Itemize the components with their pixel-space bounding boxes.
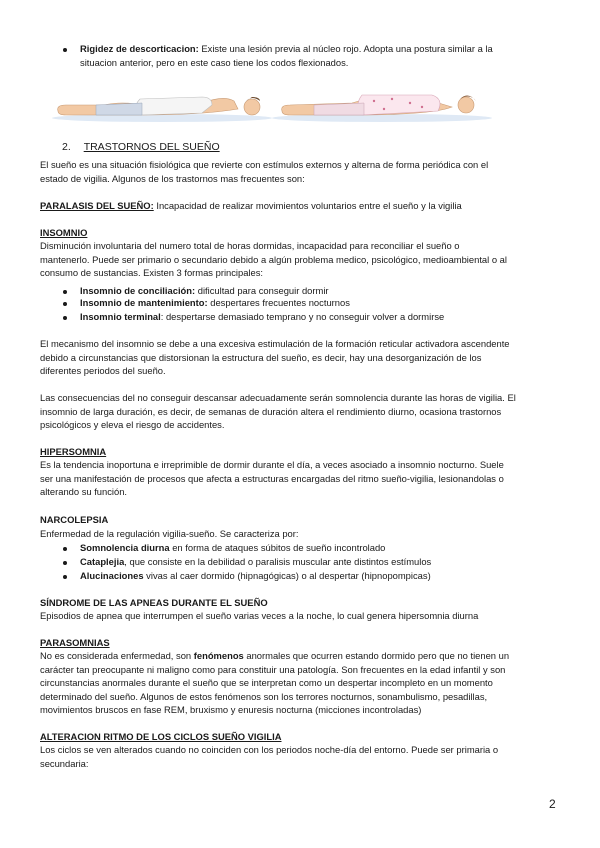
- narcolepsia-item-term: Alucinaciones: [80, 570, 144, 581]
- alteracion-paragraph: [40, 743, 560, 770]
- mechanism-line-1: El mecanismo del insomnio se debe a una excesiva estimulación de la formación reticular activadora ascendente: [40, 338, 510, 349]
- section-heading: [62, 141, 220, 155]
- decorticate-posture-illustration: [52, 85, 492, 127]
- alteracion-line-1: Los ciclos se ven alterados cuando no coinciden con los periodos noche-día del entorno. Puede ser primaria o: [40, 744, 499, 755]
- parasomnias-line-4: determinado del sueño. Algunos de estos fenómenos son los terrores nocturnos, sonambulismo, pesadillas,: [40, 690, 488, 702]
- consequences-line-3: psicológicos y eleva el riesgo de accidentes.: [40, 419, 225, 431]
- consequences-line-1: Las consecuencias del no conseguir descansar adecuadamente serán somnolencia durante las horas de vigilia. El: [40, 392, 516, 403]
- insomnio-item-text: dificultad para conseguir dormir: [195, 285, 329, 296]
- rigidez-text: Existe una lesión previa al núcleo rojo. Adopta una postura similar a la: [198, 43, 493, 54]
- hipersomnia-line-1: Es la tendencia inoportuna e irreprimible de dormir durante el día, a veces asociado a insomnio nocturno. Suele: [40, 459, 504, 470]
- page-number: 2: [549, 797, 556, 811]
- section-number: 2.: [62, 141, 71, 153]
- insomnio-consequences: [40, 391, 560, 432]
- parasomnias-line-5: movimientos bruscos en fase REM, bruxismo y enuresis nocturna (micciones incontroladas): [40, 704, 422, 716]
- parasomnias-heading: [40, 636, 560, 650]
- insomnio-item-term: Insomnio terminal: [80, 311, 161, 322]
- parasomnias-line-3: circunstancias anormales durante el sueño que se interpretan como un despertar incompleto en un momento: [40, 677, 493, 689]
- narcolepsia-item: [80, 569, 540, 583]
- mechanism-line-2: debido a circunstancias que distorsionan la estructura del sueño, es decir, hay una desorganización de los: [40, 351, 482, 363]
- alteracion-heading: [40, 730, 560, 744]
- bullet: [63, 290, 67, 294]
- narcolepsia-heading-text: NARCOLEPSIA: [40, 514, 109, 525]
- insomnio-mechanism: [40, 337, 560, 378]
- paralisis-heading: PARALASIS DEL SUEÑO:: [40, 200, 154, 211]
- insomnio-line-3: consumo de sustancias. Existen 3 formas principales:: [40, 267, 264, 279]
- insomnio-heading: [40, 226, 560, 240]
- narcolepsia-item-term: Somnolencia diurna: [80, 542, 170, 553]
- hipersomnia-heading-text: HIPERSOMNIA: [40, 446, 107, 457]
- bullet: [63, 316, 67, 320]
- parasomnias-paragraph: [40, 649, 560, 717]
- apneas-heading-text: SÍNDROME DE LAS APNEAS DURANTE EL SUEÑO: [40, 597, 268, 608]
- hipersomnia-paragraph: [40, 458, 560, 499]
- insomnio-item: [80, 310, 540, 324]
- narcolepsia-item-text: en forma de ataques súbitos de sueño incontrolado: [169, 542, 386, 553]
- consequences-line-2: insomnio de larga duración, es decir, de semanas de duración altera el rendimiento diurno, ocasiona trastornos: [40, 405, 502, 417]
- insomnio-item: [80, 296, 540, 310]
- parasomnias-line-1a: No es considerada enfermedad, son: [40, 650, 194, 661]
- bullet: [63, 302, 67, 306]
- hipersomnia-line-2: ser una manifestación de procesos que afecta a estructuras encargadas del ritmo sueño-vigilia, lesionandolas o: [40, 472, 504, 484]
- narcolepsia-item-text: vivas al caer dormido (hipnagógicas) o al despertar (hipnopompicas): [143, 570, 431, 581]
- mechanism-line-3: diferentes periodos del sueño.: [40, 365, 166, 377]
- narcolepsia-definition: [40, 527, 560, 541]
- section-intro: [40, 158, 560, 185]
- section-title: TRASTORNOS DEL SUEÑO: [83, 141, 220, 153]
- parasomnias-term: fenómenos: [193, 650, 244, 661]
- bullet: [63, 547, 67, 551]
- parasomnias-line-2: carácter tan preocupante ni maligno como para constituir una patología. Son frecuentes en la edad infantil y son: [40, 663, 506, 675]
- hipersomnia-line-3: alterando su función.: [40, 486, 128, 498]
- insomnio-line-1: Disminución involuntaria del numero total de horas dormidas, incapacidad para reconciliar el sueño o: [40, 240, 460, 251]
- insomnio-item-term: Insomnio de conciliación:: [80, 285, 196, 296]
- apneas-heading: [40, 596, 560, 610]
- narcolepsia-item-text: , que consiste en la debilidad o paralisis muscular ante distintos estímulos: [124, 556, 432, 567]
- insomnio-item-term: Insomnio de mantenimiento:: [80, 297, 208, 308]
- insomnio-definition: [40, 239, 560, 280]
- bullet: [63, 575, 67, 579]
- apneas-line-1: Episodios de apnea que interrumpen el sueño varias veces a la noche, lo cual genera hipersomnia diurna: [40, 610, 479, 621]
- hipersomnia-heading: [40, 445, 560, 459]
- paralisis-paragraph: [40, 199, 560, 213]
- narcolepsia-item: [80, 541, 540, 555]
- alteracion-heading-text: ALTERACION RITMO DE LOS CICLOS SUEÑO VIGILIA: [40, 731, 282, 742]
- insomnio-heading-text: INSOMNIO: [40, 227, 88, 238]
- bullet: [63, 561, 67, 565]
- parasomnias-heading-text: PARASOMNIAS: [40, 637, 110, 648]
- narcolepsia-line-1: Enfermedad de la regulación vigilia-sueño. Se caracteriza por:: [40, 528, 299, 539]
- parasomnias-line-1c: anormales que ocurren estando dormido pero que no tienen un: [243, 650, 510, 661]
- narcolepsia-heading: [40, 513, 560, 527]
- rigidez-paragraph: [80, 42, 540, 69]
- insomnio-item-text: despertares frecuentes nocturnos: [207, 297, 350, 308]
- rigidez-term: Rigidez de descorticacion:: [80, 43, 199, 54]
- paralisis-text: Incapacidad de realizar movimientos voluntarios entre el sueño y la vigilia: [153, 200, 462, 211]
- rigidez-text-2: situacion anterior, pero en este caso tiene los codos flexionados.: [80, 56, 349, 68]
- narcolepsia-item: [80, 555, 540, 569]
- narcolepsia-item-term: Cataplejia: [80, 556, 125, 567]
- insomnio-item-text: : despertarse demasiado temprano y no conseguir volver a dormirse: [160, 311, 445, 322]
- insomnio-line-2: mantenerlo. Puede ser primario o secundario debido a algún problema medico, psicológico, medioambiental o al: [40, 253, 507, 265]
- intro-line-2: estado de vigilia. Algunos de los trastornos mas frecuentes son:: [40, 172, 305, 184]
- apneas-paragraph: [40, 609, 560, 623]
- bullet: [63, 48, 67, 52]
- alteracion-line-2: secundaria:: [40, 757, 89, 769]
- intro-line-1: El sueño es una situación fisiológica que revierte con estímulos externos y alterna de forma periódica con el: [40, 159, 489, 170]
